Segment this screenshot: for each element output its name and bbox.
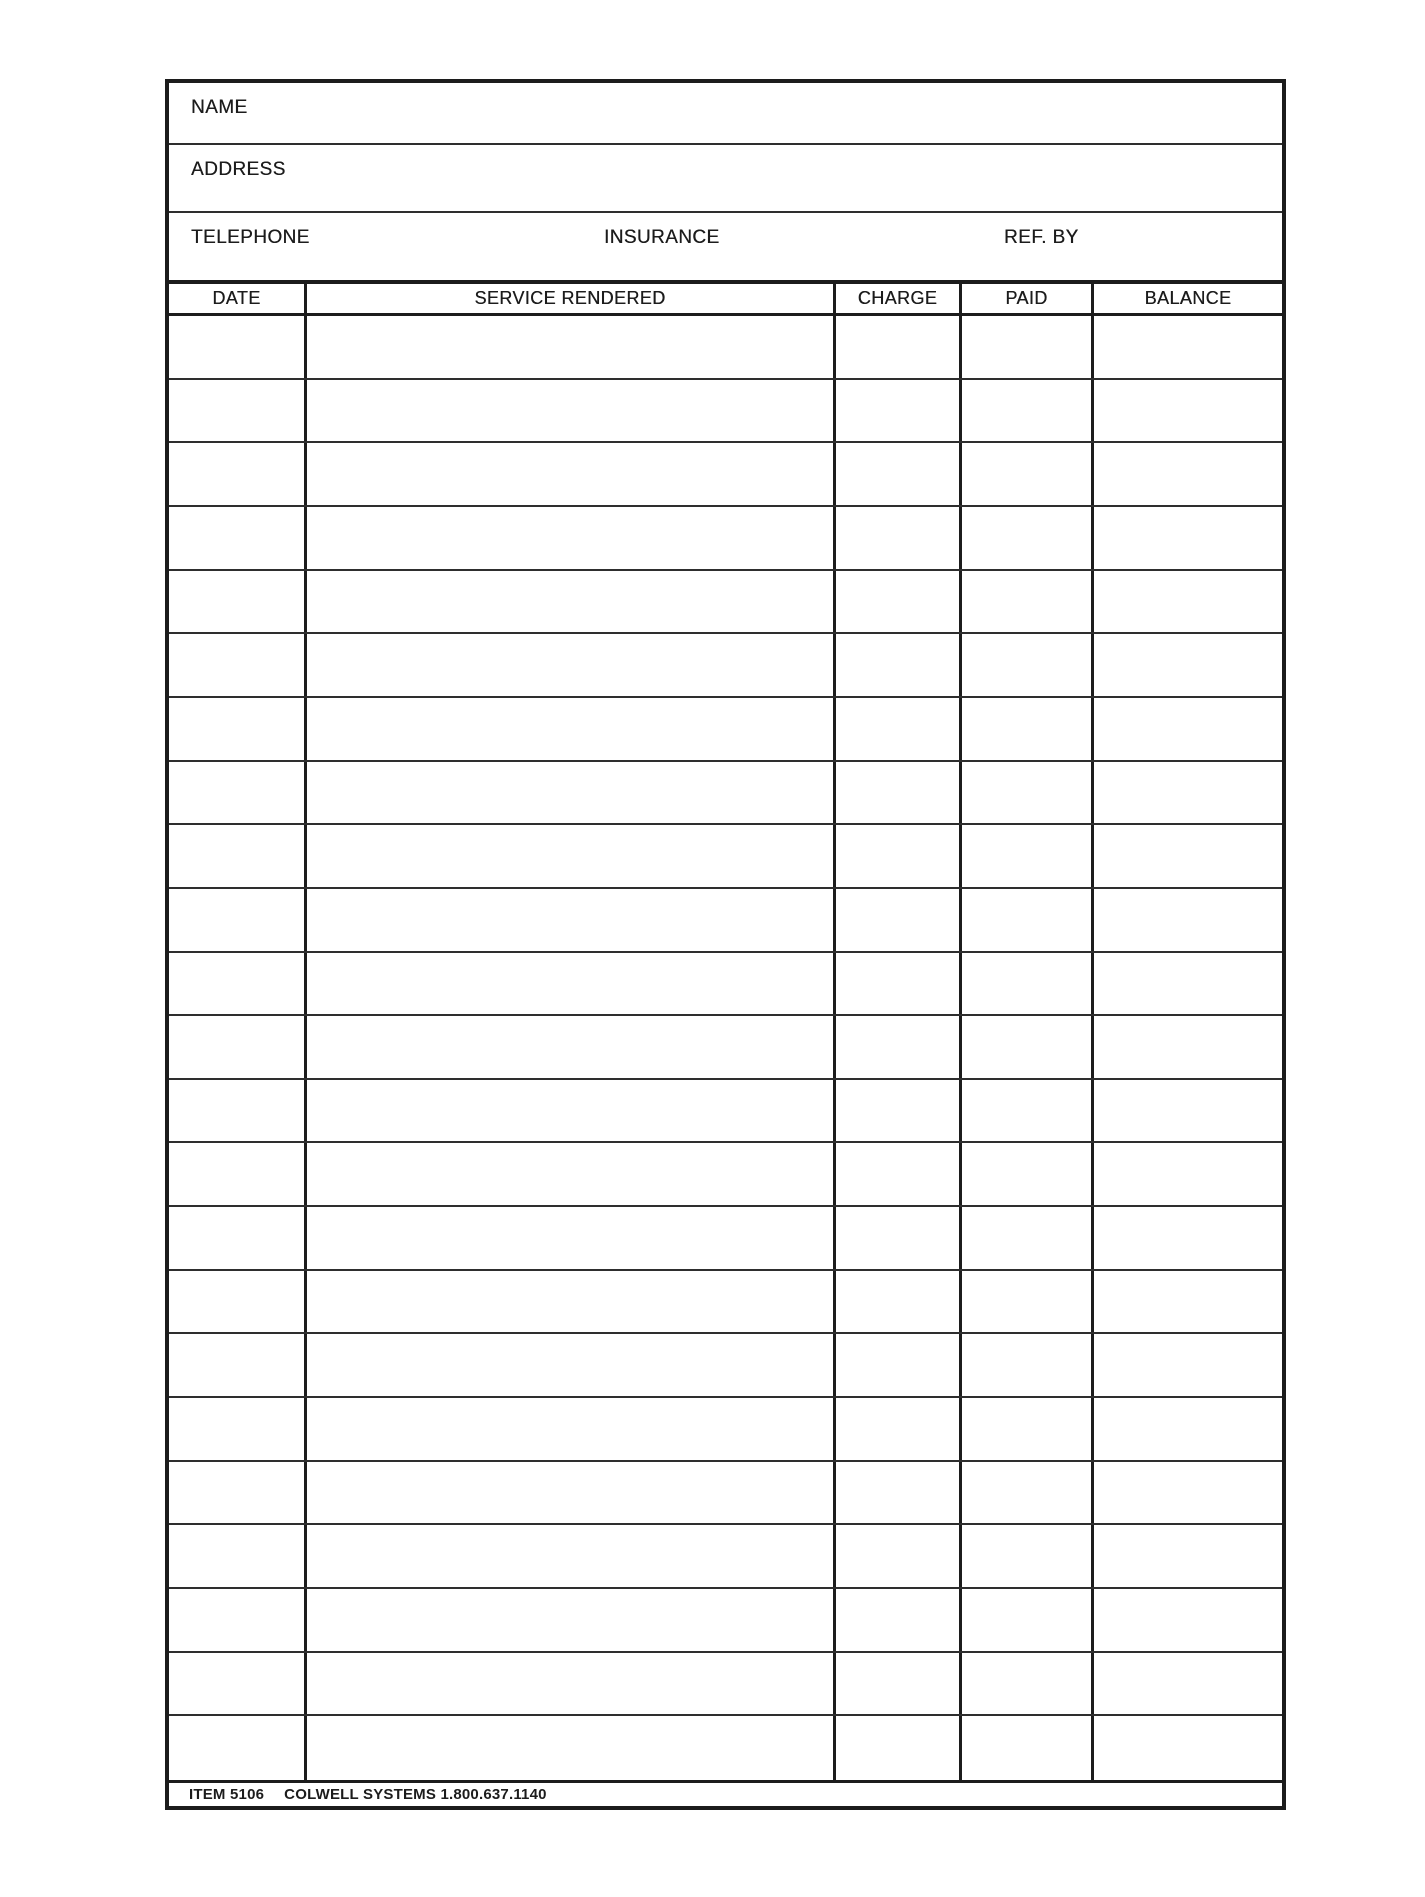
cell-paid[interactable] (962, 762, 1094, 824)
cell-balance[interactable] (1094, 1334, 1282, 1396)
cell-charge[interactable] (836, 316, 962, 378)
cell-date[interactable] (169, 698, 307, 760)
cell-paid[interactable] (962, 1271, 1094, 1333)
cell-charge[interactable] (836, 634, 962, 696)
cell-service-rendered[interactable] (307, 1271, 836, 1333)
cell-paid[interactable] (962, 1143, 1094, 1205)
cell-service-rendered[interactable] (307, 953, 836, 1015)
address-label: ADDRESS (191, 159, 286, 180)
table-row (169, 1525, 1282, 1589)
cell-paid[interactable] (962, 1589, 1094, 1651)
cell-paid[interactable] (962, 698, 1094, 760)
cell-date[interactable] (169, 443, 307, 505)
cell-paid[interactable] (962, 1398, 1094, 1460)
cell-date[interactable] (169, 1525, 307, 1587)
cell-date[interactable] (169, 1589, 307, 1651)
table-row (169, 1271, 1282, 1335)
cell-balance[interactable] (1094, 1462, 1282, 1524)
insurance-label: INSURANCE (604, 227, 720, 248)
cell-date[interactable] (169, 380, 307, 442)
cell-balance[interactable] (1094, 380, 1282, 442)
cell-balance[interactable] (1094, 316, 1282, 378)
name-label: NAME (191, 97, 248, 118)
cell-date[interactable] (169, 762, 307, 824)
cell-date[interactable] (169, 1271, 307, 1333)
insurance-field-value[interactable] (729, 213, 979, 280)
cell-charge[interactable] (836, 1716, 962, 1780)
ledger-form (165, 79, 1286, 1810)
cell-paid[interactable] (962, 380, 1094, 442)
cell-balance[interactable] (1094, 443, 1282, 505)
cell-charge[interactable] (836, 571, 962, 633)
footer-item-number: ITEM 5106 (189, 1786, 265, 1803)
column-header-charge: CHARGE (836, 284, 962, 313)
cell-date[interactable] (169, 825, 307, 887)
table-row (169, 698, 1282, 762)
cell-paid[interactable] (962, 953, 1094, 1015)
cell-service-rendered[interactable] (307, 1207, 836, 1269)
cell-paid[interactable] (962, 1334, 1094, 1396)
cell-paid[interactable] (962, 316, 1094, 378)
table-row (169, 953, 1282, 1017)
form-footer (169, 1783, 1282, 1806)
cell-paid[interactable] (962, 507, 1094, 569)
cell-date[interactable] (169, 1462, 307, 1524)
cell-balance[interactable] (1094, 889, 1282, 951)
table-body (169, 316, 1282, 1783)
cell-service-rendered[interactable] (307, 634, 836, 696)
table-row (169, 571, 1282, 635)
cell-service-rendered[interactable] (307, 1016, 836, 1078)
cell-charge[interactable] (836, 889, 962, 951)
cell-balance[interactable] (1094, 1716, 1282, 1780)
cell-date[interactable] (169, 1398, 307, 1460)
cell-service-rendered[interactable] (307, 507, 836, 569)
cell-paid[interactable] (962, 634, 1094, 696)
table-row (169, 1016, 1282, 1080)
cell-date[interactable] (169, 1080, 307, 1142)
cell-balance[interactable] (1094, 1016, 1282, 1078)
cell-service-rendered[interactable] (307, 571, 836, 633)
cell-date[interactable] (169, 1016, 307, 1078)
cell-service-rendered[interactable] (307, 1398, 836, 1460)
cell-charge[interactable] (836, 1525, 962, 1587)
cell-date[interactable] (169, 507, 307, 569)
cell-charge[interactable] (836, 1080, 962, 1142)
table-row (169, 889, 1282, 953)
cell-balance[interactable] (1094, 1589, 1282, 1651)
cell-paid[interactable] (962, 1462, 1094, 1524)
cell-balance[interactable] (1094, 1207, 1282, 1269)
cell-balance[interactable] (1094, 825, 1282, 887)
table-row (169, 1334, 1282, 1398)
table-row (169, 762, 1282, 826)
cell-charge[interactable] (836, 1462, 962, 1524)
cell-balance[interactable] (1094, 1271, 1282, 1333)
cell-date[interactable] (169, 1207, 307, 1269)
table-row (169, 1207, 1282, 1271)
cell-balance[interactable] (1094, 762, 1282, 824)
address-field-row (169, 145, 1282, 213)
table-row (169, 507, 1282, 571)
cell-service-rendered[interactable] (307, 1080, 836, 1142)
telephone-field-value[interactable] (319, 213, 579, 280)
footer-company: COLWELL SYSTEMS 1.800.637.1140 (284, 1786, 547, 1803)
cell-date[interactable] (169, 953, 307, 1015)
cell-charge[interactable] (836, 698, 962, 760)
cell-paid[interactable] (962, 571, 1094, 633)
cell-balance[interactable] (1094, 1143, 1282, 1205)
table-row (169, 1143, 1282, 1207)
cell-service-rendered[interactable] (307, 1525, 836, 1587)
table-row (169, 443, 1282, 507)
cell-paid[interactable] (962, 1716, 1094, 1780)
cell-charge[interactable] (836, 1653, 962, 1715)
cell-charge[interactable] (836, 825, 962, 887)
table-row (169, 1080, 1282, 1144)
telephone-label: TELEPHONE (191, 227, 310, 248)
cell-balance[interactable] (1094, 1398, 1282, 1460)
cell-date[interactable] (169, 889, 307, 951)
cell-balance[interactable] (1094, 953, 1282, 1015)
table-row (169, 1589, 1282, 1653)
cell-service-rendered[interactable] (307, 698, 836, 760)
table-row (169, 825, 1282, 889)
cell-service-rendered[interactable] (307, 1462, 836, 1524)
cell-service-rendered[interactable] (307, 1143, 836, 1205)
cell-balance[interactable] (1094, 1653, 1282, 1715)
cell-service-rendered[interactable] (307, 1334, 836, 1396)
cell-date[interactable] (169, 1334, 307, 1396)
cell-service-rendered[interactable] (307, 316, 836, 378)
cell-charge[interactable] (836, 1143, 962, 1205)
cell-paid[interactable] (962, 1080, 1094, 1142)
cell-date[interactable] (169, 1653, 307, 1715)
cell-paid[interactable] (962, 1653, 1094, 1715)
cell-date[interactable] (169, 1143, 307, 1205)
cell-charge[interactable] (836, 1398, 962, 1460)
name-field-value[interactable] (299, 83, 1282, 143)
table-header-row (169, 284, 1282, 316)
cell-service-rendered[interactable] (307, 762, 836, 824)
cell-charge[interactable] (836, 1334, 962, 1396)
cell-charge[interactable] (836, 953, 962, 1015)
cell-charge[interactable] (836, 1207, 962, 1269)
cell-service-rendered[interactable] (307, 825, 836, 887)
ref-by-label: REF. BY (1004, 227, 1079, 248)
cell-balance[interactable] (1094, 698, 1282, 760)
cell-paid[interactable] (962, 1207, 1094, 1269)
cell-charge[interactable] (836, 380, 962, 442)
ref-by-field-value[interactable] (1094, 213, 1282, 280)
table-row (169, 316, 1282, 380)
table-row (169, 1716, 1282, 1780)
cell-balance[interactable] (1094, 507, 1282, 569)
column-header-paid: PAID (962, 284, 1094, 313)
cell-service-rendered[interactable] (307, 1589, 836, 1651)
cell-paid[interactable] (962, 1525, 1094, 1587)
cell-balance[interactable] (1094, 571, 1282, 633)
cell-date[interactable] (169, 316, 307, 378)
cell-balance[interactable] (1094, 1080, 1282, 1142)
cell-service-rendered[interactable] (307, 1716, 836, 1780)
table-row (169, 1398, 1282, 1462)
table-row (169, 1462, 1282, 1526)
address-field-value[interactable] (299, 145, 1282, 211)
cell-service-rendered[interactable] (307, 380, 836, 442)
column-header-balance: BALANCE (1144, 288, 1232, 308)
table-row (169, 380, 1282, 444)
column-header-service-rendered: SERVICE RENDERED (307, 284, 836, 313)
cell-paid[interactable] (962, 889, 1094, 951)
cell-balance[interactable] (1094, 1525, 1282, 1587)
cell-service-rendered[interactable] (307, 1653, 836, 1715)
cell-paid[interactable] (962, 825, 1094, 887)
cell-service-rendered[interactable] (307, 889, 836, 951)
cell-charge[interactable] (836, 762, 962, 824)
cell-date[interactable] (169, 1716, 307, 1780)
contact-field-row (169, 213, 1282, 284)
cell-charge[interactable] (836, 1589, 962, 1651)
cell-date[interactable] (169, 634, 307, 696)
cell-service-rendered[interactable] (307, 443, 836, 505)
cell-charge[interactable] (836, 1016, 962, 1078)
cell-charge[interactable] (836, 1271, 962, 1333)
cell-balance[interactable] (1094, 634, 1282, 696)
cell-paid[interactable] (962, 1016, 1094, 1078)
name-field-row (169, 83, 1282, 145)
cell-paid[interactable] (962, 443, 1094, 505)
cell-date[interactable] (169, 571, 307, 633)
column-header-date: DATE (169, 284, 307, 313)
cell-charge[interactable] (836, 443, 962, 505)
table-row (169, 634, 1282, 698)
table-row (169, 1653, 1282, 1717)
cell-charge[interactable] (836, 507, 962, 569)
